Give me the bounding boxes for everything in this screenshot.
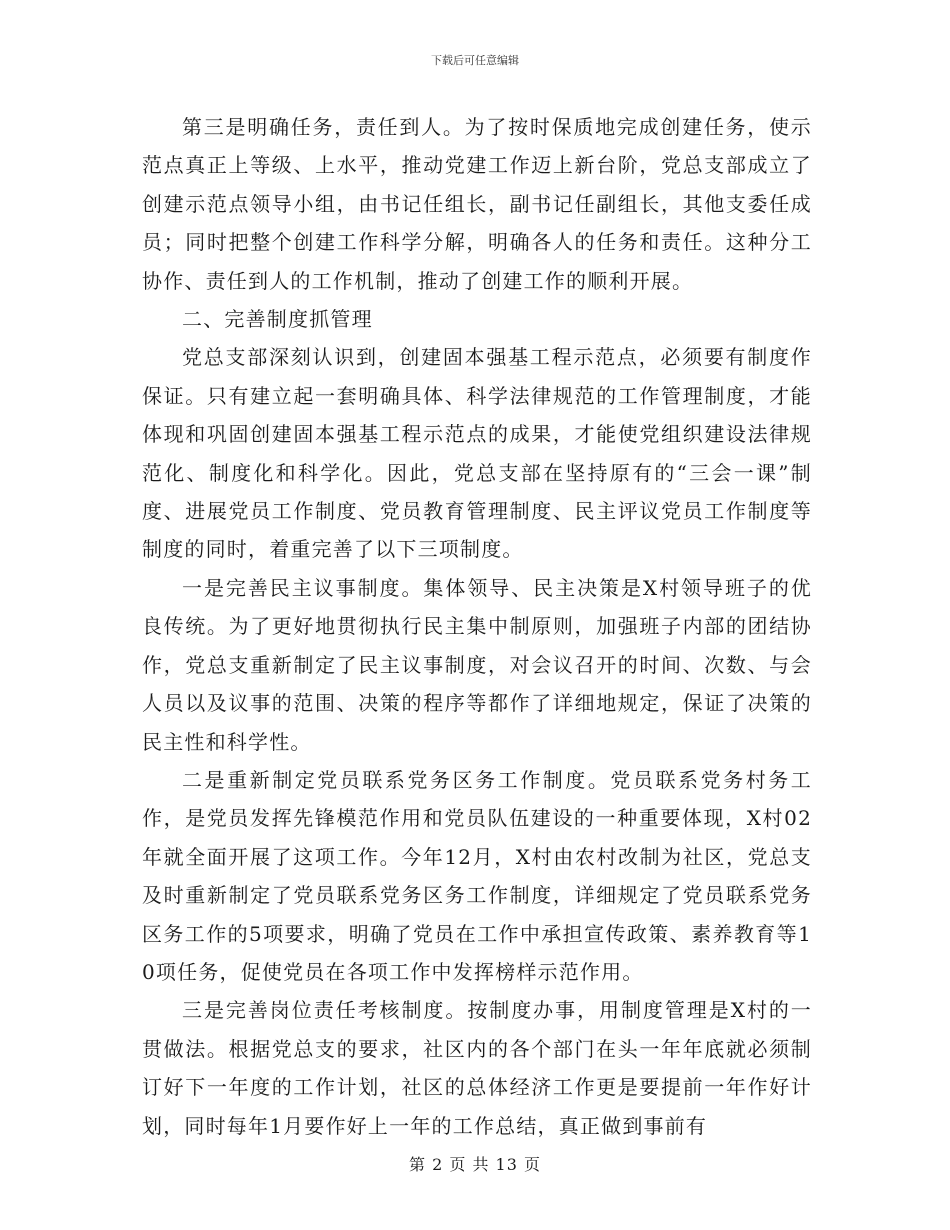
page-number: 第 2 页 共 13 页 — [409, 1155, 541, 1174]
page-header: 下载后可任意编辑 — [431, 54, 519, 67]
paragraph-system-guarantee: 党总支部深刻认识到，创建固本强基工程示范点，必须要有制度作保证。只有建立起一套明确具体、科学法律规范的工作管理制度，才能体现和巩固创建固本强基工程示范点的成果，才能使党组织建设法律规范化、制度化和科学化。因此，党总支部在坚持原有的“三会一课”制度、进展党员工作制度、党员教育管理制度、民主评议党员工作制度等制度的同时，着重完善了以下三项制度。 — [142, 345, 812, 562]
document-body — [142, 108, 812, 1145]
section-heading-system-management: 二、完善制度抓管理 — [182, 307, 373, 332]
paragraph-task-responsibility: 第三是明确任务，责任到人。为了按时保质地完成创建任务，使示范点真正上等级、上水平，推动党建工作迈上新台阶，党总支部成立了创建示范点领导小组，由书记任组长，副书记任副组长，其他支委任成员；同时把整个创建工作科学分解，明确各人的任务和责任。这种分工协作、责任到人的工作机制，推动了创建工作的顺利开展。 — [142, 115, 812, 293]
paragraph-responsibility-assessment: 三是完善岗位责任考核制度。按制度办事，用制度管理是X村的一贯做法。根据党总支的要求，社区内的各个部门在头一年年底就必须制订好下一年度的工作计划，社区的总体经济工作更是要提前一年作好计划，同时每年1月要作好上一年的工作总结，真正做到事前有 — [142, 998, 812, 1138]
page-footer — [0, 1152, 950, 1175]
paragraph-democratic-deliberation: 一是完善民主议事制度。集体领导、民主决策是X村领导班子的优良传统。为了更好地贯彻执行民主集中制原则，加强班子内部的团结协作，党总支重新制定了民主议事制度，对会议召开的时间、次数、与会人员以及议事的范围、决策的程序等都作了详细地规定，保证了决策的民主性和科学性。 — [142, 575, 812, 754]
paragraph-member-liaison: 二是重新制定党员联系党务区务工作制度。党员联系党务村务工作，是党员发挥先锋模范作用和党员队伍建设的一种重要体现，X村02年就全面开展了这项工作。今年12月，X村由农村改制为社区，党总支及时重新制定了党员联系党务区务工作制度，详细规定了党员联系党务区务工作的5项要求，明确了党员在工作中承担宣传政策、素养教育等10项任务，促使党员在各项工作中发挥榜样示范作用。 — [142, 767, 812, 984]
